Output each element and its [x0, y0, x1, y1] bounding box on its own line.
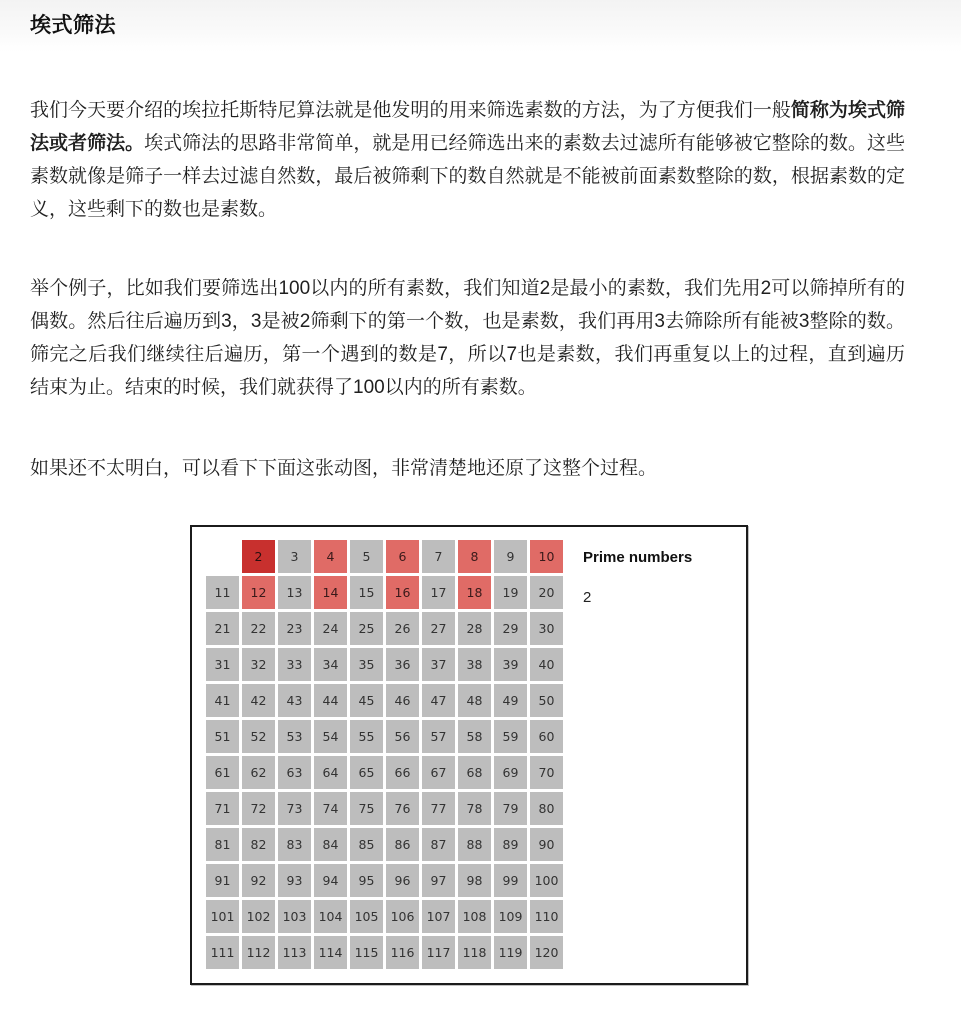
- grid-cell-15: 15: [350, 576, 383, 609]
- grid-cell-44: 44: [314, 684, 347, 717]
- grid-cell-46: 46: [386, 684, 419, 717]
- grid-cell-113: 113: [278, 936, 311, 969]
- grid-cell-102: 102: [242, 900, 275, 933]
- grid-cell-58: 58: [458, 720, 491, 753]
- grid-cell-81: 81: [206, 828, 239, 861]
- grid-cell-16: 16: [386, 576, 419, 609]
- grid-cell-112: 112: [242, 936, 275, 969]
- grid-cell-37: 37: [422, 648, 455, 681]
- grid-cell-8: 8: [458, 540, 491, 573]
- grid-cell-10: 10: [530, 540, 563, 573]
- grid-cell-84: 84: [314, 828, 347, 861]
- grid-cell-69: 69: [494, 756, 527, 789]
- grid-cell-empty: [206, 540, 239, 573]
- grid-cell-77: 77: [422, 792, 455, 825]
- grid-cell-45: 45: [350, 684, 383, 717]
- grid-cell-43: 43: [278, 684, 311, 717]
- grid-cell-66: 66: [386, 756, 419, 789]
- grid-cell-40: 40: [530, 648, 563, 681]
- grid-cell-110: 110: [530, 900, 563, 933]
- grid-cell-100: 100: [530, 864, 563, 897]
- grid-cell-99: 99: [494, 864, 527, 897]
- grid-cell-52: 52: [242, 720, 275, 753]
- grid-cell-6: 6: [386, 540, 419, 573]
- grid-cell-59: 59: [494, 720, 527, 753]
- grid-cell-18: 18: [458, 576, 491, 609]
- grid-cell-26: 26: [386, 612, 419, 645]
- grid-cell-67: 67: [422, 756, 455, 789]
- grid-cell-4: 4: [314, 540, 347, 573]
- grid-cell-31: 31: [206, 648, 239, 681]
- grid-cell-50: 50: [530, 684, 563, 717]
- page-title: 埃式筛法: [30, 14, 116, 37]
- grid-cell-107: 107: [422, 900, 455, 933]
- grid-cell-118: 118: [458, 936, 491, 969]
- grid-cell-51: 51: [206, 720, 239, 753]
- grid-cell-120: 120: [530, 936, 563, 969]
- grid-cell-108: 108: [458, 900, 491, 933]
- grid-cell-39: 39: [494, 648, 527, 681]
- grid-cell-34: 34: [314, 648, 347, 681]
- grid-cell-30: 30: [530, 612, 563, 645]
- grid-cell-85: 85: [350, 828, 383, 861]
- grid-cell-5: 5: [350, 540, 383, 573]
- grid-cell-32: 32: [242, 648, 275, 681]
- paragraph-1-text-post: 埃式筛法的思路非常简单，就是用已经筛选出来的素数去过滤所有能够被它整除的数。这些素数就像是筛子一样去过滤自然数，最后被筛剩下的数自然就是不能被前面素数整除的数，根据素数的定义，这些剩下的数也是素数。: [30, 133, 905, 220]
- grid-cell-7: 7: [422, 540, 455, 573]
- grid-cell-70: 70: [530, 756, 563, 789]
- grid-cell-97: 97: [422, 864, 455, 897]
- grid-cell-90: 90: [530, 828, 563, 861]
- grid-cell-47: 47: [422, 684, 455, 717]
- grid-cell-13: 13: [278, 576, 311, 609]
- grid-cell-19: 19: [494, 576, 527, 609]
- grid-cell-65: 65: [350, 756, 383, 789]
- grid-cell-53: 53: [278, 720, 311, 753]
- paragraph-2: 举个例子，比如我们要筛选出100以内的所有素数，我们知道2是最小的素数，我们先用2可以筛掉所有的偶数。然后往后遍历到3，3是被2筛剩下的第一个数，也是素数，我们再用3去筛除所有能被3整除的数。筛完之后我们继续往后遍历，第一个遇到的数是7，所以7也是素数，我们再重复以上的过程，直到遍历结束为止。结束的时候，我们就获得了100以内的所有素数。: [30, 278, 905, 398]
- grid-cell-55: 55: [350, 720, 383, 753]
- grid-cell-103: 103: [278, 900, 311, 933]
- grid-cell-22: 22: [242, 612, 275, 645]
- grid-cell-73: 73: [278, 792, 311, 825]
- paragraph-1-text-pre: 我们今天要介绍的埃拉托斯特尼算法就是他发明的用来筛选素数的方法，为了方便我们一般: [30, 100, 791, 121]
- grid-cell-49: 49: [494, 684, 527, 717]
- grid-cell-71: 71: [206, 792, 239, 825]
- grid-cell-24: 24: [314, 612, 347, 645]
- grid-cell-116: 116: [386, 936, 419, 969]
- grid-cell-74: 74: [314, 792, 347, 825]
- grid-cell-105: 105: [350, 900, 383, 933]
- grid-cell-56: 56: [386, 720, 419, 753]
- grid-cell-62: 62: [242, 756, 275, 789]
- grid-cell-60: 60: [530, 720, 563, 753]
- paragraph-1: [30, 94, 905, 226]
- grid-cell-119: 119: [494, 936, 527, 969]
- grid-cell-61: 61: [206, 756, 239, 789]
- grid-cell-82: 82: [242, 828, 275, 861]
- grid-cell-93: 93: [278, 864, 311, 897]
- grid-cell-20: 20: [530, 576, 563, 609]
- grid-cell-76: 76: [386, 792, 419, 825]
- grid-cell-79: 79: [494, 792, 527, 825]
- grid-cell-101: 101: [206, 900, 239, 933]
- grid-cell-3: 3: [278, 540, 311, 573]
- grid-cell-23: 23: [278, 612, 311, 645]
- grid-cell-72: 72: [242, 792, 275, 825]
- grid-cell-41: 41: [206, 684, 239, 717]
- grid-cell-88: 88: [458, 828, 491, 861]
- grid-cell-12: 12: [242, 576, 275, 609]
- number-grid: [206, 540, 563, 969]
- grid-cell-28: 28: [458, 612, 491, 645]
- grid-cell-54: 54: [314, 720, 347, 753]
- grid-cell-86: 86: [386, 828, 419, 861]
- sieve-figure-inner: [192, 527, 746, 969]
- legend-title: Prime numbers: [583, 549, 693, 566]
- grid-cell-64: 64: [314, 756, 347, 789]
- grid-cell-9: 9: [494, 540, 527, 573]
- grid-cell-36: 36: [386, 648, 419, 681]
- grid-cell-25: 25: [350, 612, 383, 645]
- prime-list: 2: [583, 589, 592, 606]
- grid-cell-111: 111: [206, 936, 239, 969]
- grid-cell-83: 83: [278, 828, 311, 861]
- grid-cell-106: 106: [386, 900, 419, 933]
- grid-cell-78: 78: [458, 792, 491, 825]
- grid-cell-21: 21: [206, 612, 239, 645]
- grid-cell-11: 11: [206, 576, 239, 609]
- grid-cell-92: 92: [242, 864, 275, 897]
- grid-cell-2: 2: [242, 540, 275, 573]
- grid-cell-57: 57: [422, 720, 455, 753]
- grid-cell-115: 115: [350, 936, 383, 969]
- grid-cell-68: 68: [458, 756, 491, 789]
- grid-cell-33: 33: [278, 648, 311, 681]
- grid-cell-109: 109: [494, 900, 527, 933]
- grid-cell-95: 95: [350, 864, 383, 897]
- grid-cell-114: 114: [314, 936, 347, 969]
- grid-cell-80: 80: [530, 792, 563, 825]
- sieve-animation-figure: [190, 525, 748, 985]
- grid-cell-89: 89: [494, 828, 527, 861]
- grid-cell-38: 38: [458, 648, 491, 681]
- article-body: [0, 94, 961, 1009]
- grid-cell-117: 117: [422, 936, 455, 969]
- grid-cell-63: 63: [278, 756, 311, 789]
- grid-cell-94: 94: [314, 864, 347, 897]
- grid-cell-35: 35: [350, 648, 383, 681]
- page-header: [0, 0, 961, 52]
- grid-cell-75: 75: [350, 792, 383, 825]
- grid-cell-48: 48: [458, 684, 491, 717]
- grid-cell-29: 29: [494, 612, 527, 645]
- grid-cell-98: 98: [458, 864, 491, 897]
- grid-cell-17: 17: [422, 576, 455, 609]
- grid-cell-87: 87: [422, 828, 455, 861]
- prime-legend: [583, 540, 692, 606]
- grid-cell-91: 91: [206, 864, 239, 897]
- grid-cell-27: 27: [422, 612, 455, 645]
- grid-cell-14: 14: [314, 576, 347, 609]
- paragraph-3: 如果还不太明白，可以看下下面这张动图，非常清楚地还原了这整个过程。: [30, 458, 658, 479]
- grid-cell-42: 42: [242, 684, 275, 717]
- grid-cell-96: 96: [386, 864, 419, 897]
- grid-cell-104: 104: [314, 900, 347, 933]
- paragraph-1-bold: 简称为埃式筛法或者筛法。: [30, 100, 905, 154]
